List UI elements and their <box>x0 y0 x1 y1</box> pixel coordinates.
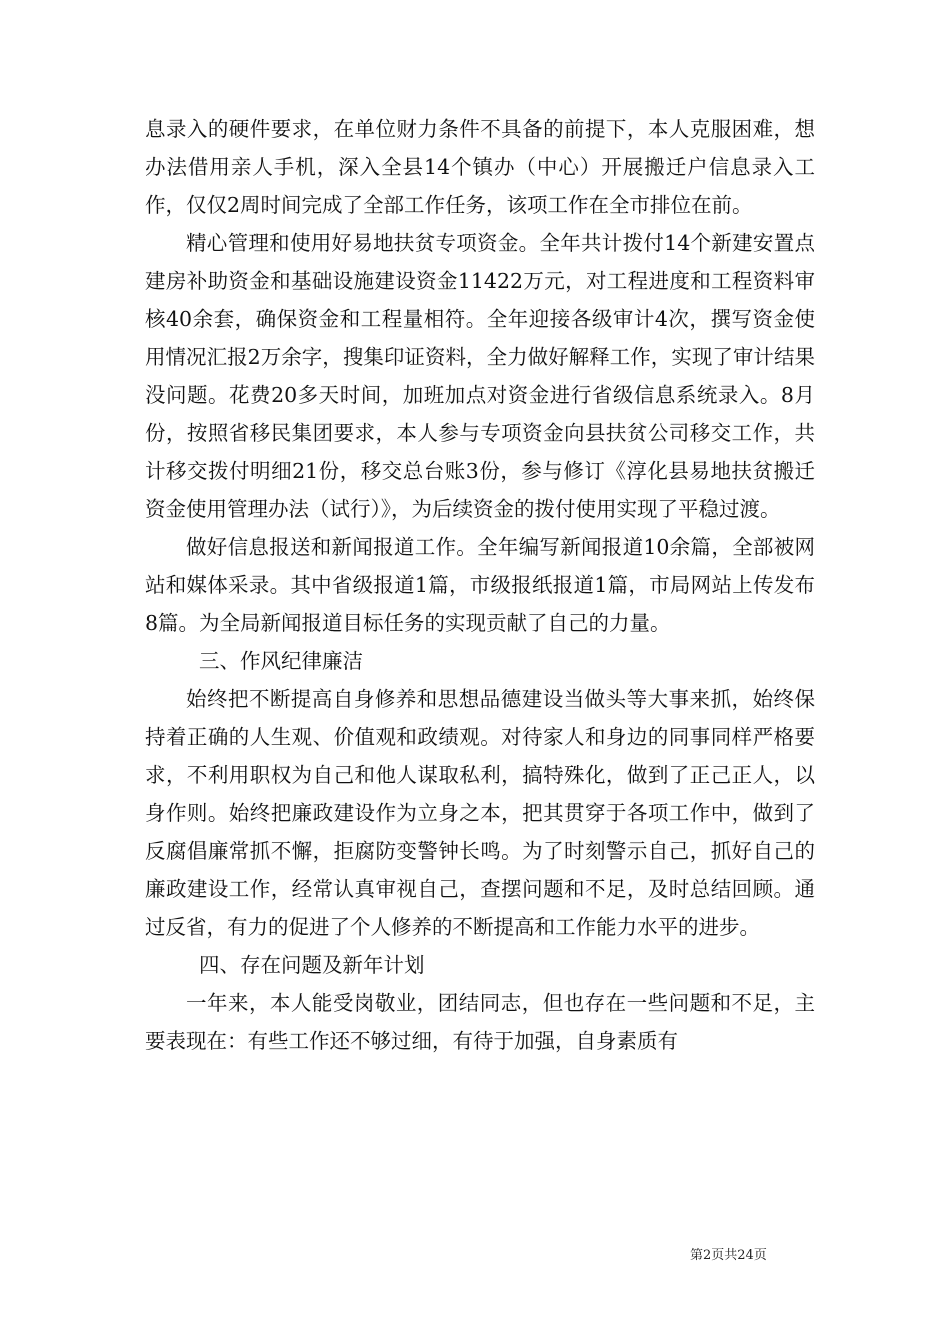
paragraph-fund-management: 精心管理和使用好易地扶贫专项资金。全年共计拨付14个新建安置点建房补助资金和基础设施建设资金11422万元，对工程进度和工程资料审核40余套，确保资金和工程量相符。全年迎接各级审计4次，撰写资金使用情况汇报2万余字，搜集印证资料，全力做好解释工作，实现了审计结果没问题。花费20多天时间，加班加点对资金进行省级信息系统录入。8月份，按照省移民集团要求，本人参与专项资金向县扶贫公司移交工作，共计移交拨付明细21份，移交总台账3份，参与修订《淳化县易地扶贫搬迁资金使用管理办法（试行）》，为后续资金的拨付使用实现了平稳过渡。 <box>145 231 815 521</box>
section-heading-discipline: 三、作风纪律廉洁 <box>199 649 363 673</box>
section-heading-problems-plan: 四、存在问题及新年计划 <box>199 953 425 977</box>
paragraph-discipline: 始终把不断提高自身修养和思想品德建设当做头等大事来抓，始终保持着正确的人生观、价值观和政绩观。对待家人和身边的同事同样严格要求，不利用职权为自己和他人谋取私利，搞特殊化，做到了正己正人，以身作则。始终把廉政建设作为立身之本，把其贯穿于各项工作中，做到了反腐倡廉常抓不懈，拒腐防变警钟长鸣。为了时刻警示自己，抓好自己的廉政建设工作，经常认真审视自己，查摆问题和不足，及时总结回顾。通过反省，有力的促进了个人修养的不断提高和工作能力水平的进步。 <box>145 687 815 939</box>
paragraph-news-reporting: 做好信息报送和新闻报道工作。全年编写新闻报道10余篇，全部被网站和媒体采录。其中省级报道1篇，市级报纸报道1篇，市局网站上传发布8篇。为全局新闻报道目标任务的实现贡献了自己的力量。 <box>145 535 815 635</box>
paragraph-problems: 一年来，本人能受岗敬业，团结同志，但也存在一些问题和不足，主要表现在：有些工作还不够过细，有待于加强，自身素质有 <box>145 991 815 1053</box>
page-number-footer: 第2页共24页 <box>690 1248 767 1263</box>
document-body <box>145 110 815 1060</box>
paragraph-continuation: 息录入的硬件要求，在单位财力条件不具备的前提下，本人克服困难，想办法借用亲人手机，深入全县14个镇办（中心）开展搬迁户信息录入工作，仅仅2周时间完成了全部工作任务，该项工作在全市排位在前。 <box>145 117 815 217</box>
